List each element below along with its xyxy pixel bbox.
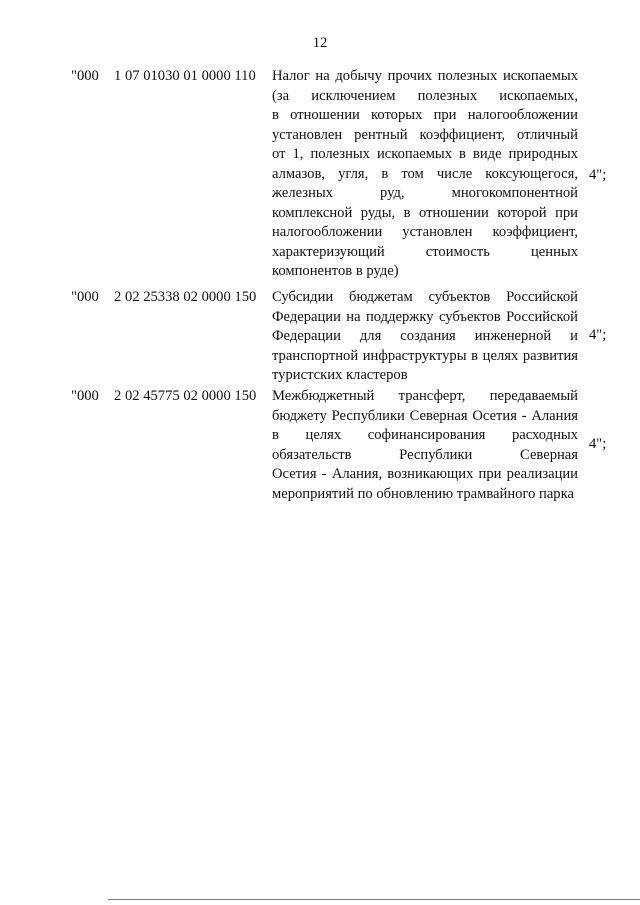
income-description xyxy=(272,387,578,504)
row-suffix: 4"; xyxy=(589,167,607,183)
description-line: туристских кластеров xyxy=(272,367,408,383)
description-line: транспортной инфраструктуры в целях развития xyxy=(272,347,578,364)
page-number: 12 xyxy=(312,35,328,51)
description-line: алмазов, угля, в том числе коксующегося, xyxy=(272,165,578,182)
description-line: в отношении которых при налогообложении xyxy=(272,107,578,123)
description-line: Федерации на поддержку субъектов Российской xyxy=(272,308,578,325)
budget-classification-code: 2 02 25338 02 0000 150 xyxy=(114,289,257,305)
description-line: обязательств Республики Северная xyxy=(272,446,578,463)
description-line: компонентов в руде) xyxy=(272,263,399,279)
description-line: налогообложении установлен коэффициент, xyxy=(272,224,578,240)
description-line: Субсидии бюджетам субъектов Российской xyxy=(272,289,578,305)
description-line: характеризующий стоимость ценных xyxy=(272,243,578,260)
admin-code: "000 xyxy=(71,388,99,404)
description-line: Федерации для создания инженерной и xyxy=(272,328,578,344)
description-line: комплексной руды, в отношении которой при xyxy=(272,204,578,221)
admin-code: "000 xyxy=(71,68,99,84)
row-suffix: 4"; xyxy=(589,327,607,343)
description-line: бюджету Республики Северная Осетия - Алания xyxy=(272,407,578,424)
budget-classification-code: 2 02 45775 02 0000 150 xyxy=(114,388,257,404)
description-line: в целях софинансирования расходных xyxy=(272,427,578,443)
admin-code: "000 xyxy=(71,289,99,305)
description-line: установлен рентный коэффициент, отличный xyxy=(272,126,578,143)
description-line: железных руд, многокомпонентной xyxy=(272,185,578,201)
description-line: (за исключением полезных ископаемых, xyxy=(272,87,578,104)
budget-classification-code: 1 07 01030 01 0000 110 xyxy=(114,68,256,84)
income-description xyxy=(272,67,578,282)
description-line: от 1, полезных ископаемых в виде природных xyxy=(272,146,578,162)
row-suffix: 4"; xyxy=(589,436,607,452)
scan-edge-line xyxy=(108,899,640,900)
income-description xyxy=(272,288,578,386)
description-line: Налог на добычу прочих полезных ископаемых xyxy=(272,68,578,84)
description-line: Межбюджетный трансферт, передаваемый xyxy=(272,388,578,404)
description-line: Осетия - Алания, возникающих при реализации xyxy=(272,466,578,482)
description-line: мероприятий по обновлению трамвайного парка xyxy=(272,485,574,502)
